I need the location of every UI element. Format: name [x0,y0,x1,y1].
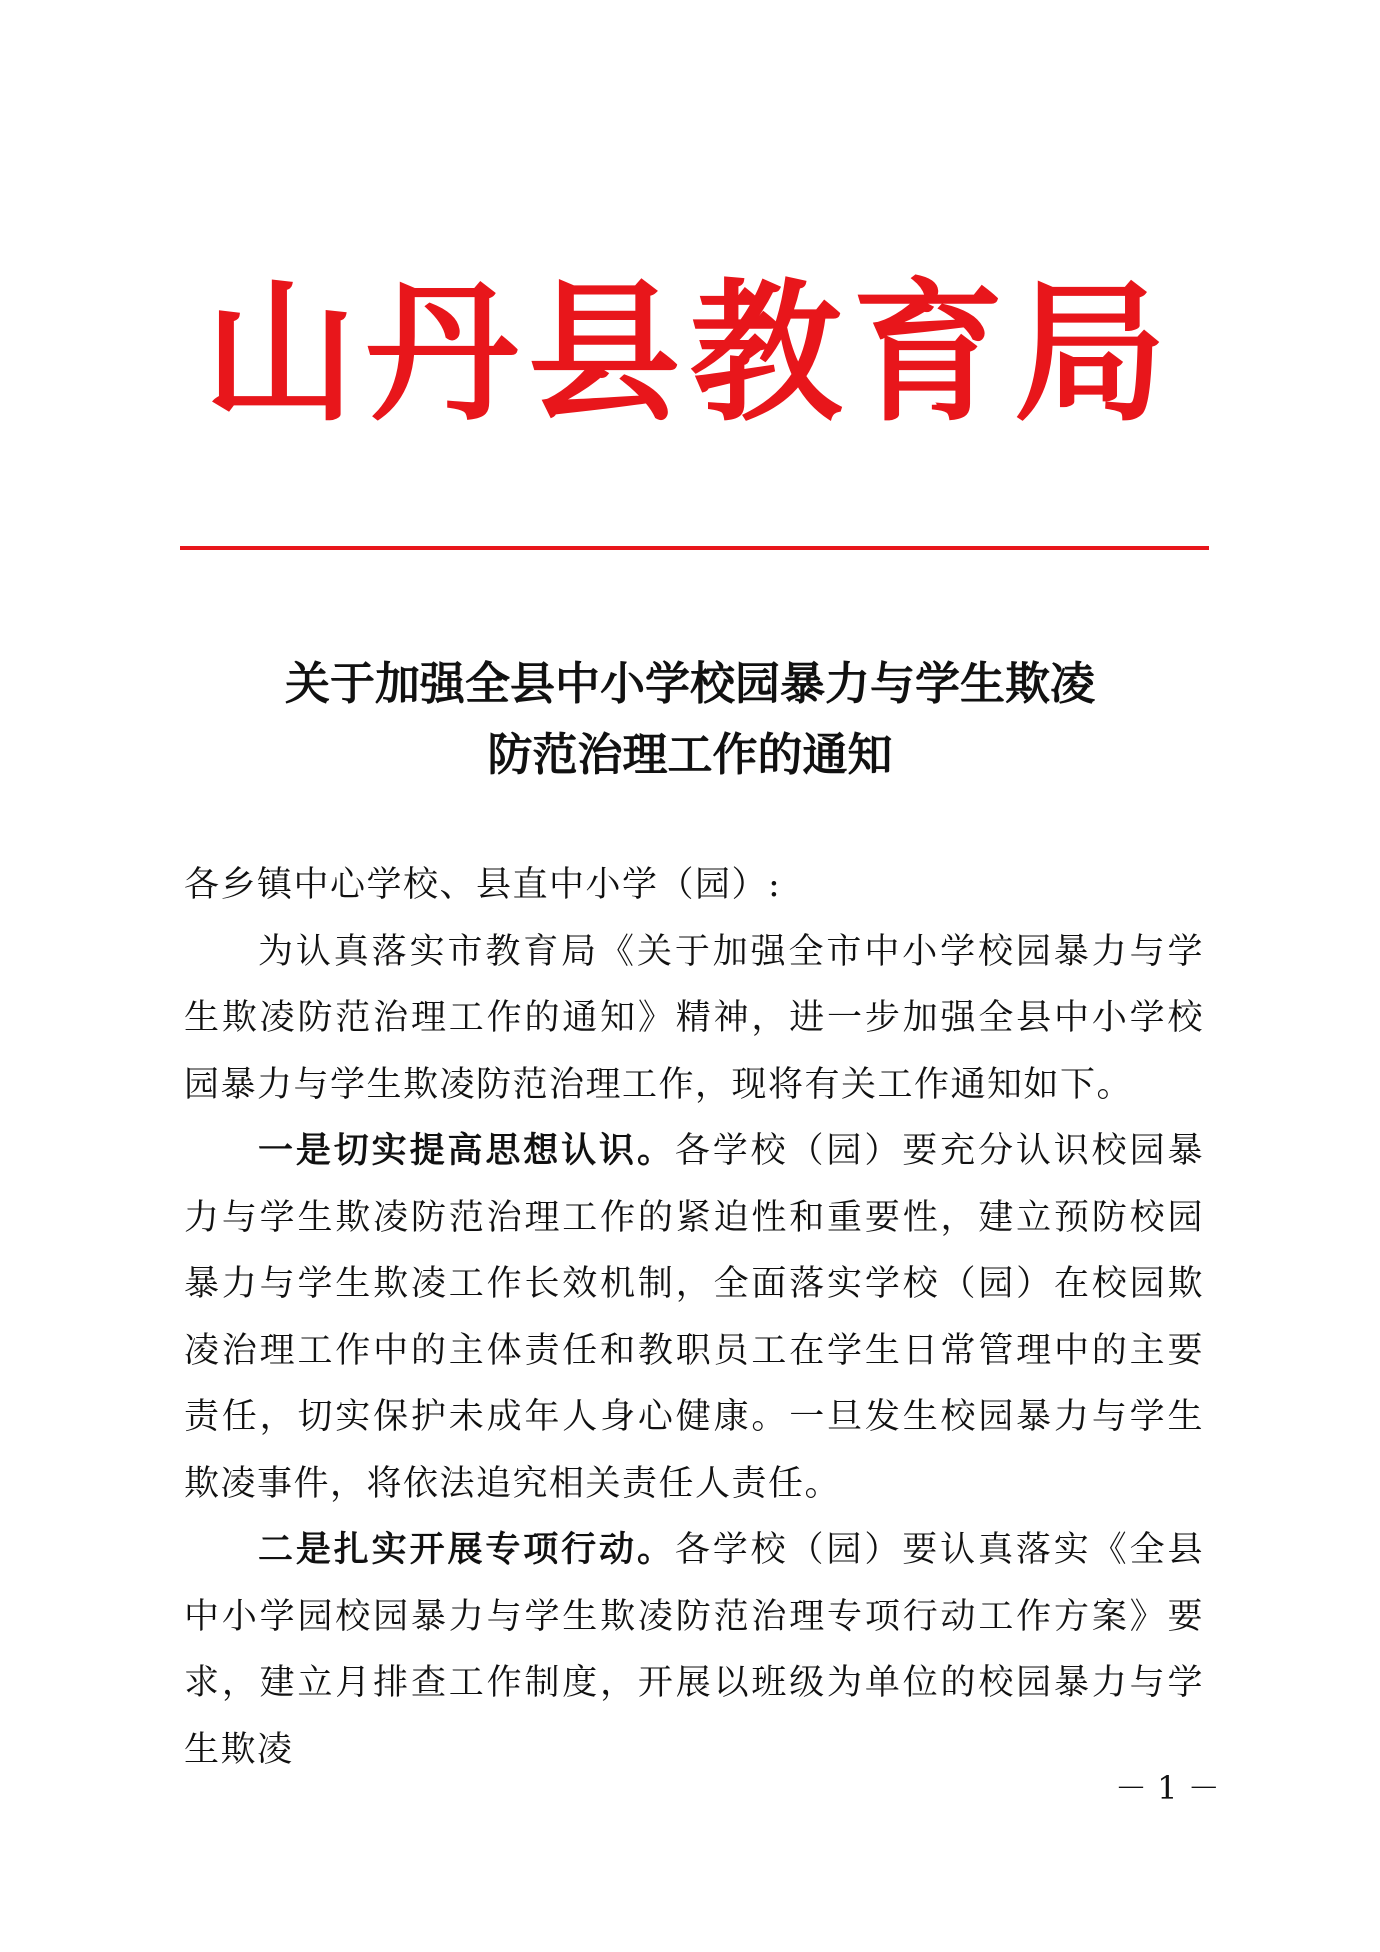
title-line-2: 防范治理工作的通知 [487,728,893,781]
document-body [184,852,1204,1783]
title-line-1: 关于加强全县中小学校园暴力与学生欺凌 [284,657,1095,710]
section-1-text: 各学校（园）要充分认识校园暴力与学生欺凌防范治理工作的紧迫性和重要性，建立预防校园暴力与学生欺凌工作长效机制，全面落实学校（园）在校园欺凌治理工作中的主体责任和教职员工在学生日常管理中的主要责任，切实保护未成年人身心健康。一旦发生校园暴力与学生欺凌事件，将依法追究相关责任人责任。 [184,1131,1204,1504]
intro-paragraph: 为认真落实市教育局《关于加强全市中小学校园暴力与学生欺凌防范治理工作的通知》精神，进一步加强全县中小学校园暴力与学生欺凌防范治理工作，现将有关工作通知如下。 [184,931,1204,1105]
document-title [100,648,1280,790]
salutation: 各乡镇中心学校、县直中小学（园）: [184,865,782,905]
red-separator-line [180,546,1209,550]
section-2-paragraph [184,1517,1204,1783]
issuer-masthead: 山丹县教育局 [204,263,1176,442]
section-2-text: 各学校（园）要认真落实《全县中小学园校园暴力与学生欺凌防范治理专项行动工作方案》要求，建立月排查工作制度，开展以班级为单位的校园暴力与学生欺凌 [184,1530,1204,1770]
page-number: － 1 － [1115,1769,1220,1807]
section-2-heading: 二是扎实开展专项行动。 [258,1530,675,1570]
section-1-heading: 一是切实提高思想认识。 [258,1131,675,1171]
section-1-paragraph [184,1118,1204,1517]
